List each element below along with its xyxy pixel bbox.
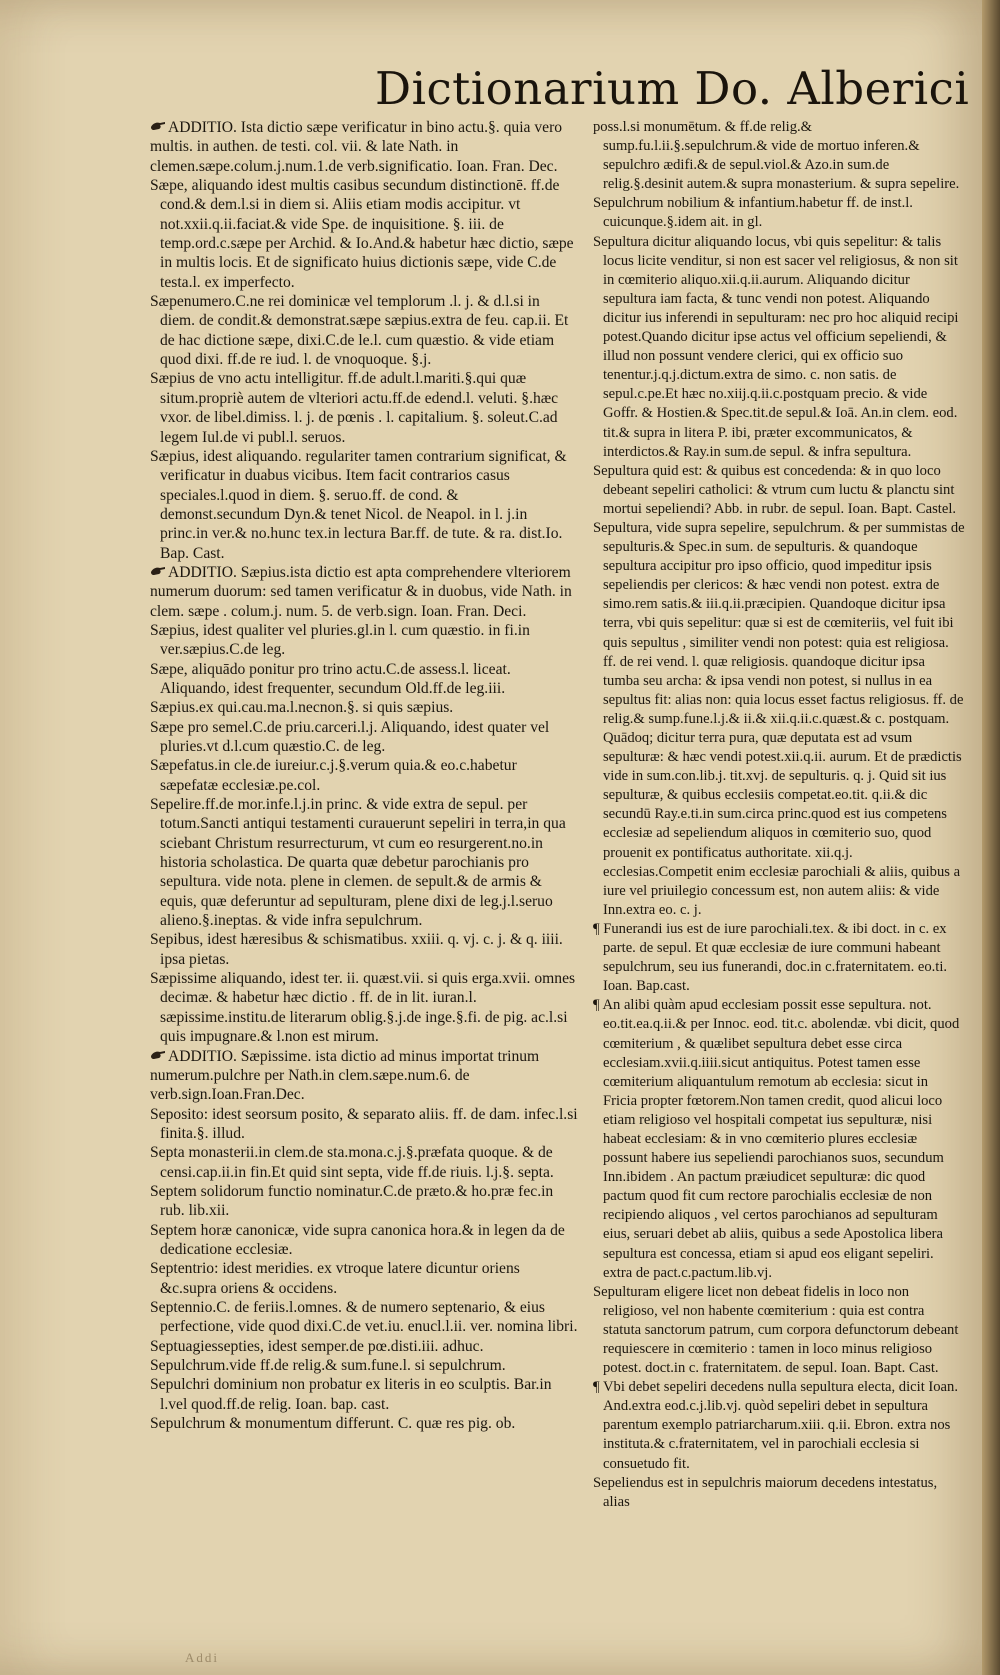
left-column bbox=[150, 118, 578, 1433]
dictionary-entry bbox=[150, 563, 578, 621]
entry-text: Sepultura, vide supra sepelire, sepulchrum. & per summistas de sepulturis.& Spec.in sum. de sepulturis. & quandoque sepultura accipitur pro ipso officio, quod impeditur ipsis sepeliendis per clericos: & hæc vendi non potest. extra de simo.rem satis.& iii.q.ii.præcipien. Quandoque dicitur ipsa terra, vbi quis sepelitur: quæ si est de cœmiteriis, vel fuit ibi quis sepultus , similiter vendi non potest: quia est religiosa. ff. de rei vend. l. quæ religiosis. quandoque dicitur ipsa tumba seu archa: & ipsa vendi non potest, si nullus in ea sepultus fit: alias non: quia locus esset factus religiosus. ff. de relig.& sump.fune.l.j.& ii.& xii.q.ii.c.quæst.& c. postquam. Quādoq; dicitur terra pura, quæ deputata est ad vsum sepulturæ: & hæc vendi potest.xii.q.ii. aurum. Et de prædictis vide in sum.con.lib.j. tit.xvj. de sepulturis. q. j. Quid sit ius sepulturæ, & quibus ecclesiis competat.eo.tit. q.ii.& dic secundū Ray.e.ti.in sum.circa princ.quod est ius competens ecclesiæ ad sepeliendum aliquos in cœmiterio suo, quod prouenit ex pontificatus authoritate. xii.q.j. ecclesias.Competit enim ecclesiæ parochiali & aliis, quibus a iure vel priuilegio concessum est, non autem aliis: & vide Inn.extra eo. c. j. bbox=[593, 519, 965, 918]
entry-text: Sepibus, idest hæresibus & schismatibus. xxiii. q. vj. c. j. & q. iiii. ipsa pietas. bbox=[150, 931, 563, 968]
dictionary-entry bbox=[150, 1356, 578, 1375]
dictionary-entry bbox=[593, 996, 965, 1282]
dictionary-entry bbox=[593, 462, 965, 519]
entry-text: Sepulchrum & monumentum differunt. C. quæ res pig. ob. bbox=[150, 1415, 516, 1433]
entry-text: Sepulchri dominium non probatur ex literis in eo sculptis. Bar.in l.vel quod.ff.de relig. Ioan. bap. cast. bbox=[150, 1376, 552, 1413]
pointing-hand-icon bbox=[150, 563, 166, 579]
dictionary-entry bbox=[593, 1474, 965, 1512]
dictionary-entry bbox=[150, 1105, 578, 1144]
dictionary-entry bbox=[150, 756, 578, 795]
dictionary-entry bbox=[150, 1143, 578, 1182]
entry-text: ADDITIO. Ista dictio sæpe verificatur in bino actu.§. quia vero multis. in authen. de testi. col. vii. & late Nath. in clemen.sæpe.colum.j.num.1.de verb.significatio. Ioan. Fran. Dec. bbox=[150, 119, 563, 175]
entry-text: Septentrio: idest meridies. ex vtroque latere dicuntur oriens &c.supra oriens & occidens. bbox=[150, 1260, 520, 1297]
dictionary-entry bbox=[150, 718, 578, 757]
entry-text: ¶ Funerandi ius est de iure parochiali.tex. & ibi doct. in c. ex parte. de sepul. Et quæ ecclesiæ de iure communi habeant sepulchrum, seu ius funerandi, doc.in c.fraternitatem. eo.ti. Ioan. Bap.cast. bbox=[593, 920, 948, 995]
entry-text: Sepulchrum.vide ff.de relig.& sum.fune.l. si sepulchrum. bbox=[150, 1357, 506, 1374]
dictionary-entry bbox=[150, 118, 578, 176]
entry-text: Septennio.C. de feriis.l.omnes. & de numero septenario, & eius perfectione, vide quod dixi.C.de vet.iu. enucl.l.ii. ver. nomina libri. bbox=[150, 1298, 578, 1336]
entry-text: Sæpe pro semel.C.de priu.carceri.l.j. Aliquando, idest quater vel pluries.vt d.l.cum quæstio.C. de leg. bbox=[150, 718, 550, 755]
dictionary-entry bbox=[593, 920, 965, 996]
dictionary-entry bbox=[150, 930, 578, 969]
entry-text: Sepultura quid est: & quibus est concedenda: & in quo loco debeant sepeliri catholici: & vtrum cum luctu & planctu sint mortui sepeliendi? Abb. in rubr. de sepul. Ioan. Bapt. Castel. bbox=[593, 462, 957, 517]
entry-text: poss.l.si monumētum. & ff.de relig.& sump.fu.l.ii.§.sepulchrum.& vide de mortuo inferen.& sepulchro ædifi.& de sepul.viol.& Azo.in sum.de relig.§.desinit autem.& supra monasterium. & supra sepelire. bbox=[593, 119, 960, 193]
entry-text: ADDITIO. Sæpissime. ista dictio ad minus importat trinum numerum.pulchre per Nath.in clem.sæpe.num.6. de verb.sign.Ioan.Fran.Dec. bbox=[150, 1047, 540, 1104]
dictionary-entry bbox=[150, 1259, 578, 1298]
entry-text: Sepeliendus est in sepulchris maiorum decedens intestatus, alias bbox=[593, 1474, 938, 1510]
entry-text: Sepelire.ff.de mor.infe.l.j.in princ. & vide extra de sepul. per totum.Sancti antiqui testamenti curauerunt sepeliri in terra,in qua sciebant Christum resurrecturum, vt cum eo resurgerent.no.in historia scholastica. De quarta quæ debetur parochianis pro sepultura. vide nota. plene in clemen. de sepult.& de armis & equis, quæ deferuntur ad sepulturam, plene dixi de leg.j.l.seruo alieno.§.ineptas. & vide infra sepulchrum. bbox=[150, 796, 566, 930]
dictionary-entry bbox=[593, 118, 965, 194]
entry-text: ¶ An alibi quàm apud ecclesiam possit esse sepultura. not. eo.tit.ea.q.ii.& per Innoc. eod. tit.c. abolendæ. vbi dicit, quod cœmiterium , & quælibet sepultura debet esse circa ecclesiam.xvii.q.iiii.sicut antiquitus. Potest tamen esse cœmiterium aliquantulum remotum ab ecclesia: sicut in Fricia propter fœtorem.Non tamen credit, quod alicui loco etiam religioso vel hospitali competat ius sepulturæ, nisi habeat ecclesiam: & in vno cœmiterio plures ecclesiæ possunt habere ius sepeliendi parochianos suos, secundum Inn.ibidem . An pactum præiudicet sepulturæ: dic quod pactum quod fit cum rectore parochialis ecclesiæ de non recipiendo aliquos , vel certos parochianos ad sepulturam eius, seruari debet ab aliis, quibus a sede Apostolica libera sepultura est concessa, etiam si apud eos eligant sepeliri. extra de pact.c.pactum.lib.vj. bbox=[593, 997, 960, 1281]
dictionary-entry bbox=[150, 969, 578, 1046]
catchword: Addi bbox=[185, 1650, 219, 1665]
dictionary-entry bbox=[150, 660, 578, 699]
entry-text: Sæpenumero.C.ne rei dominicæ vel templorum .l. j. & d.l.si in diem. de condit.& demonstrat.sæpe sæpius.extra de feu. cap.ii. Et de hac dictione sæpe, dixi.C.de le.l. cum quæstio. & vide etiam quod dixi. ff.de re iud. l. de vnoquoque. §.j. bbox=[150, 293, 569, 369]
entry-text: Sepultura dicitur aliquando locus, vbi quis sepelitur: & talis locus licite venditur, si non est sacer vel religiosus, & non sit in cœmiterio aliquo.xii.q.ii.aurum. Aliquando dicitur sepultura iam facta, & tunc vendi non potest. Aliquando dicitur ius inferendi in sepulturam: nec pro hoc aliquid recipi potest.Quando dicitur ipse actus vel officium sepeliendi, & illud non possunt vendere clerici, qui ex officio suo tenentur.j.q.j.dictum.extra de simo. c. non satis. de sepul.c.pe.Et hæc no.xiij.q.ii.c.postquam precio. & vide Goffr. & Hostien.& Spec.tit.de sepul.& Ioā. An.in clem. eod. tit.& supra in litera P. ibi, præter excommunicatos, & interdictos.& Ray.in sum.de sepul. & infra sepultura. bbox=[593, 233, 959, 460]
entry-text: ¶ Vbi debet sepeliri decedens nulla sepultura electa, dicit Ioan. And.extra eod.c.j.lib.vj. quòd sepeliri debet in sepultura parentum exemplo patriarcharum.xiii. q.ii. Ebron. extra nos instituta.& c.fraternitatem, vel in parochiali ecclesia si consuetudo fit. bbox=[593, 1379, 958, 1472]
right-column bbox=[593, 118, 965, 1512]
dictionary-entry bbox=[150, 1182, 578, 1221]
entry-text: Seposito: idest seorsum posito, & separato aliis. ff. de dam. infec.l.si finita.§. illud. bbox=[150, 1105, 578, 1142]
entry-text: Sæpius.ex qui.cau.ma.l.necnon.§. si quis sæpius. bbox=[150, 699, 454, 717]
dictionary-entry bbox=[593, 519, 965, 920]
page-title: Dictionarium Do. Alberici bbox=[375, 62, 970, 115]
entry-text: Septem solidorum functio nominatur.C.de præto.& ho.præ fec.in rub. lib.xii. bbox=[150, 1182, 554, 1220]
entry-text: Sæpefatus.in cle.de iureiur.c.j.§.verum quia.& eo.c.habetur sæpefatæ ecclesiæ.pe.col. bbox=[150, 757, 517, 794]
entry-text: Septa monasterii.in clem.de sta.mona.c.j.§.præfata quoque. & de censi.cap.ii.in fin.Et quid sint septa, vide ff.de riuis. l.j.§. septa. bbox=[150, 1144, 554, 1181]
dictionary-entry bbox=[150, 1298, 578, 1337]
dictionary-entry bbox=[150, 698, 578, 717]
entry-text: Sepulchrum nobilium & infantium.habetur ff. de inst.l. cuicunque.§.idem ait. in gl. bbox=[593, 195, 913, 231]
entry-text: ADDITIO. Sæpius.ista dictio est apta comprehendere vlteriorem numerum duorum: sed tamen verificatur & in duobus, vide Nath. in clem. sæpe . colum.j. num. 5. de verb.sign. Ioan. Fran. Deci. bbox=[150, 563, 572, 620]
dictionary-entry bbox=[150, 621, 578, 660]
dictionary-entry bbox=[150, 1337, 578, 1356]
dictionary-entry bbox=[150, 795, 578, 930]
dictionary-entry bbox=[593, 1283, 965, 1378]
entry-text: Septem horæ canonicæ, vide supra canonica hora.& in legen da de dedicatione ecclesiæ. bbox=[150, 1221, 565, 1258]
dictionary-entry bbox=[150, 1414, 578, 1433]
entry-text: Sæpius de vno actu intelligitur. ff.de adult.l.mariti.§.qui quæ situm.propriè autem de vlteriori actu.ff.de edend.l. veluti. §.hæc vxor. de libel.dimiss. l. j. de pœnis . l. capitalium. §. soleut.C.ad legem Iul.de vi publ.l. seruos. bbox=[150, 370, 559, 446]
pointing-hand-icon bbox=[150, 118, 166, 134]
dictionary-entry bbox=[593, 1378, 965, 1473]
entry-text: Sæpe, aliquādo ponitur pro trino actu.C.de assess.l. liceat. Aliquando, idest frequenter, secundum Old.ff.de leg.iii. bbox=[150, 660, 511, 697]
dictionary-entry bbox=[593, 194, 965, 232]
page-gutter-shadow bbox=[982, 0, 1000, 1675]
dictionary-entry bbox=[593, 233, 965, 462]
dictionary-entry bbox=[150, 369, 578, 446]
dictionary-entry bbox=[150, 1047, 578, 1105]
entry-text: Sæpissime aliquando, idest ter. ii. quæst.vii. si quis erga.xvii. omnes decimæ. & habetur hæc dictio . ff. de in lit. iuran.l. sæpissime.institu.de literarum oblig.§.j.de inge.§.fi. de pig. ac.l.si quis impugnare.& l.non est mirum. bbox=[150, 970, 576, 1046]
pointing-hand-icon bbox=[150, 1047, 166, 1063]
entry-text: Septuagiessepties, idest semper.de pœ.disti.iii. adhuc. bbox=[150, 1337, 484, 1355]
dictionary-entry bbox=[150, 292, 578, 369]
entry-text: Sæpius, idest aliquando. regulariter tamen contrarium significat, & verificatur in duabus vicibus. Item facit contrarios casus speciales.l.quod in diem. §. seruo.ff. de cond. & demonst.secundum Dyn.& tenet Nicol. de Neapol. in l. j.in princ.in ver.& no.hunc tex.in lectura Bar.ff. de tute. & ra. dist.Io. Bap. Cast. bbox=[150, 447, 567, 562]
entry-text: Sepulturam eligere licet non debeat fidelis in loco non religioso, vel non habente cœmiterium : quia est contra statuta sanctorum patrum, cum corpora defunctorum debeant requiescere in cœmiterio : tamen in loco minus religioso potest. doct.in c. fraternitatem. de sepul. Ioan. Bapt. Cast. bbox=[593, 1283, 959, 1377]
dictionary-entry bbox=[150, 176, 578, 292]
entry-text: Sæpe, aliquando idest multis casibus secundum distinctionē. ff.de cond.& dem.l.si in diem si. Aliis etiam modis accipitur. vt not.xxii.q.ii.faciat.& vide Spe. de inquisitione. §. iii. de temp.ord.c.sæpe per Archid. & Io.And.& habetur hæc dictio, sæpe in multis locis. Et de significato huius dictionis sæpe, vide C.de testa.l. ex imperfecto. bbox=[150, 177, 574, 291]
dictionary-entry bbox=[150, 1221, 578, 1260]
dictionary-entry bbox=[150, 447, 578, 563]
entry-text: Sæpius, idest qualiter vel pluries.gl.in l. cum quæstio. in fi.in ver.sæpius.C.de leg. bbox=[150, 621, 530, 659]
dictionary-entry bbox=[150, 1375, 578, 1414]
